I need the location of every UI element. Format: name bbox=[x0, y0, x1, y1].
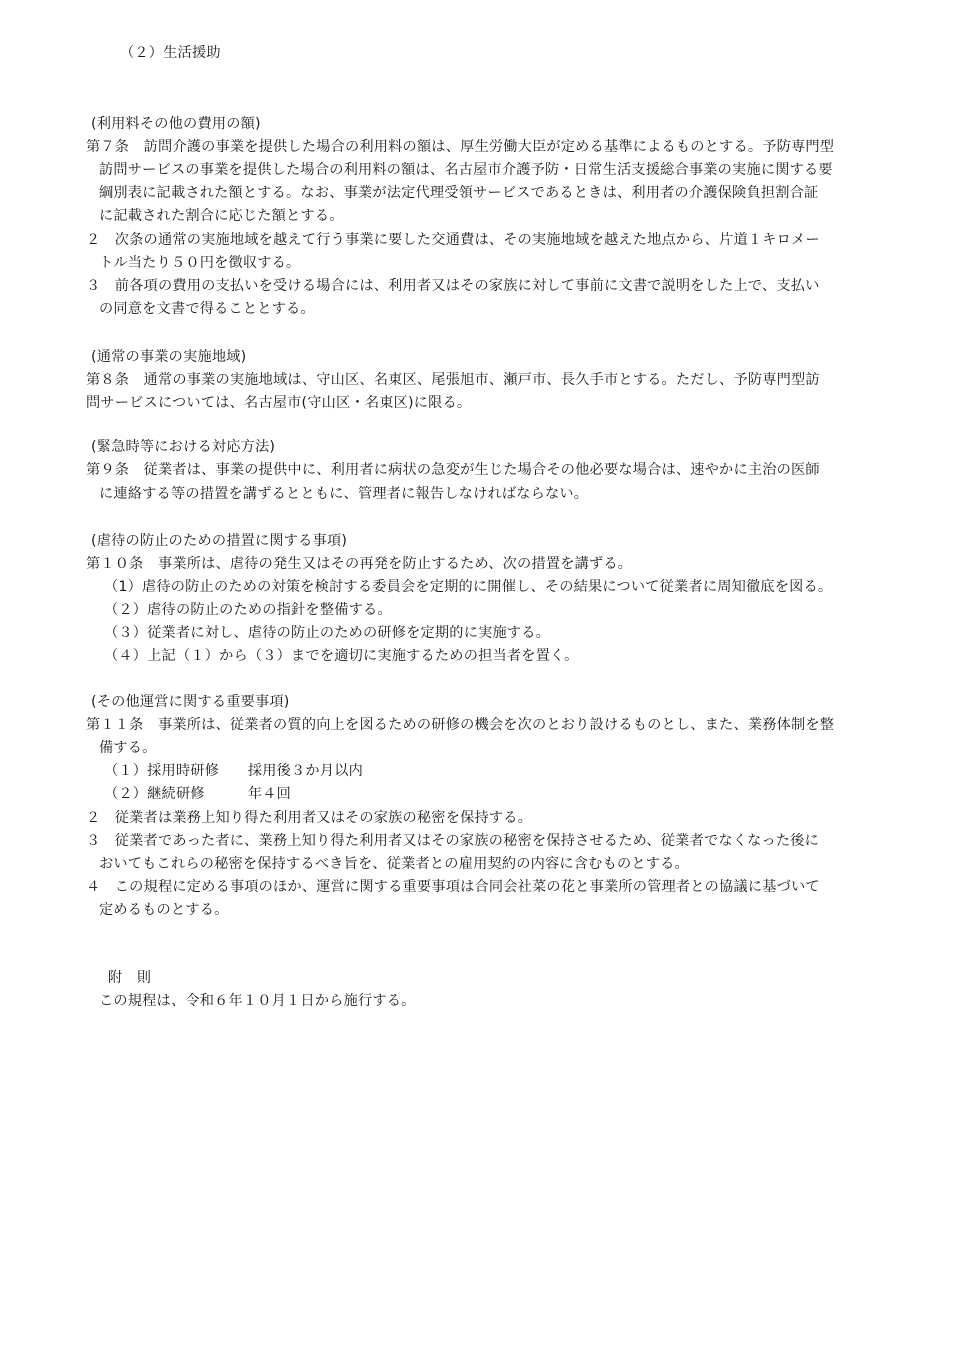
article-line: ２ 次条の通常の実施地域を越えて行う事業に要した交通費は、その実施地域を越えた地点から、片道１キロメー bbox=[86, 232, 820, 248]
section-heading: (緊急時等における対応方法) bbox=[91, 439, 276, 455]
article-line: の同意を文書で得ることとする。 bbox=[99, 301, 315, 317]
article-line: 訪問サービスの事業を提供した場合の利用料の額は、名古屋市介護予防・日常生活支援総合事業の実施に関する要 bbox=[99, 162, 833, 178]
article-line: ３ 従業者であった者に、業務上知り得た利用者又はその家族の秘密を保持させるため、従業者でなくなった後に bbox=[86, 833, 820, 849]
section-heading: (通常の事業の実施地域) bbox=[91, 349, 247, 365]
article-line: に記載された割合に応じた額とする。 bbox=[99, 208, 344, 224]
article-line: ２ 従業者は業務上知り得た利用者又はその家族の秘密を保持する。 bbox=[86, 810, 533, 826]
section-heading: (その他運営に関する重要事項) bbox=[91, 694, 290, 710]
item-line: （２）生活援助 bbox=[120, 45, 221, 61]
article-line: 備する。 bbox=[99, 740, 157, 756]
supplementary-line: この規程は、令和６年１０月１日から施行する。 bbox=[99, 993, 416, 1009]
article-line: 第７条 訪問介護の事業を提供した場合の利用料の額は、厚生労働大臣が定める基準によるものとする。予防専門型 bbox=[86, 139, 835, 155]
article-line: 第８条 通常の事業の実施地域は、守山区、名東区、尾張旭市、瀬戸市、長久手市とする。ただし、予防専門型訪 bbox=[86, 372, 820, 388]
article-line: 第１０条 事業所は、虐待の発生又はその再発を防止するため、次の措置を講ずる。 bbox=[86, 556, 633, 572]
article-line: ４ この規程に定める事項のほか、運営に関する重要事項は合同会社菜の花と事業所の管理者との協議に基づいて bbox=[86, 879, 820, 895]
article-line: おいてもこれらの秘密を保持するべき旨を、従業者との雇用契約の内容に含むものとする。 bbox=[99, 856, 689, 872]
article-line: 問サービスについては、名古屋市(守山区・名東区)に限る。 bbox=[86, 395, 472, 411]
section-heading: (利用料その他の費用の額) bbox=[91, 116, 261, 132]
article-line: 定めるものとする。 bbox=[99, 902, 229, 918]
article-line: 第９条 従業者は、事業の提供中に、利用者に病状の急変が生じた場合その他必要な場合は、速やかに主治の医師 bbox=[86, 462, 820, 478]
list-item: （４）上記（１）から（３）までを適切に実施するための担当者を置く。 bbox=[104, 648, 579, 664]
supplementary-heading: 附 則 bbox=[108, 970, 152, 986]
list-item: （２）虐待の防止のための指針を整備する。 bbox=[104, 602, 392, 618]
article-line: に連絡する等の措置を講ずるとともに、管理者に報告しなければならない。 bbox=[99, 486, 589, 502]
list-item: （３）従業者に対し、虐待の防止のための研修を定期的に実施する。 bbox=[104, 625, 551, 641]
list-item: （２）継続研修 年４回 bbox=[104, 786, 292, 802]
list-item: （１）採用時研修 採用後３か月以内 bbox=[104, 763, 363, 779]
article-line: 綱別表に記載された額とする。なお、事業が法定代理受領サービスであるときは、利用者の介護保険負担割合証 bbox=[99, 185, 819, 201]
list-item: （1）虐待の防止のための対策を検討する委員会を定期的に開催し、その結果について従業者に周知徹底を図る。 bbox=[104, 579, 833, 595]
article-line: トル当たり５０円を徴収する。 bbox=[99, 255, 301, 271]
section-heading: (虐待の防止のための措置に関する事項) bbox=[91, 533, 348, 549]
article-line: ３ 前各項の費用の支払いを受ける場合には、利用者又はその家族に対して事前に文書で説明をした上で、支払い bbox=[86, 278, 820, 294]
article-line: 第１１条 事業所は、従業者の質的向上を図るための研修の機会を次のとおり設けるものとし、また、業務体制を整 bbox=[86, 717, 835, 733]
